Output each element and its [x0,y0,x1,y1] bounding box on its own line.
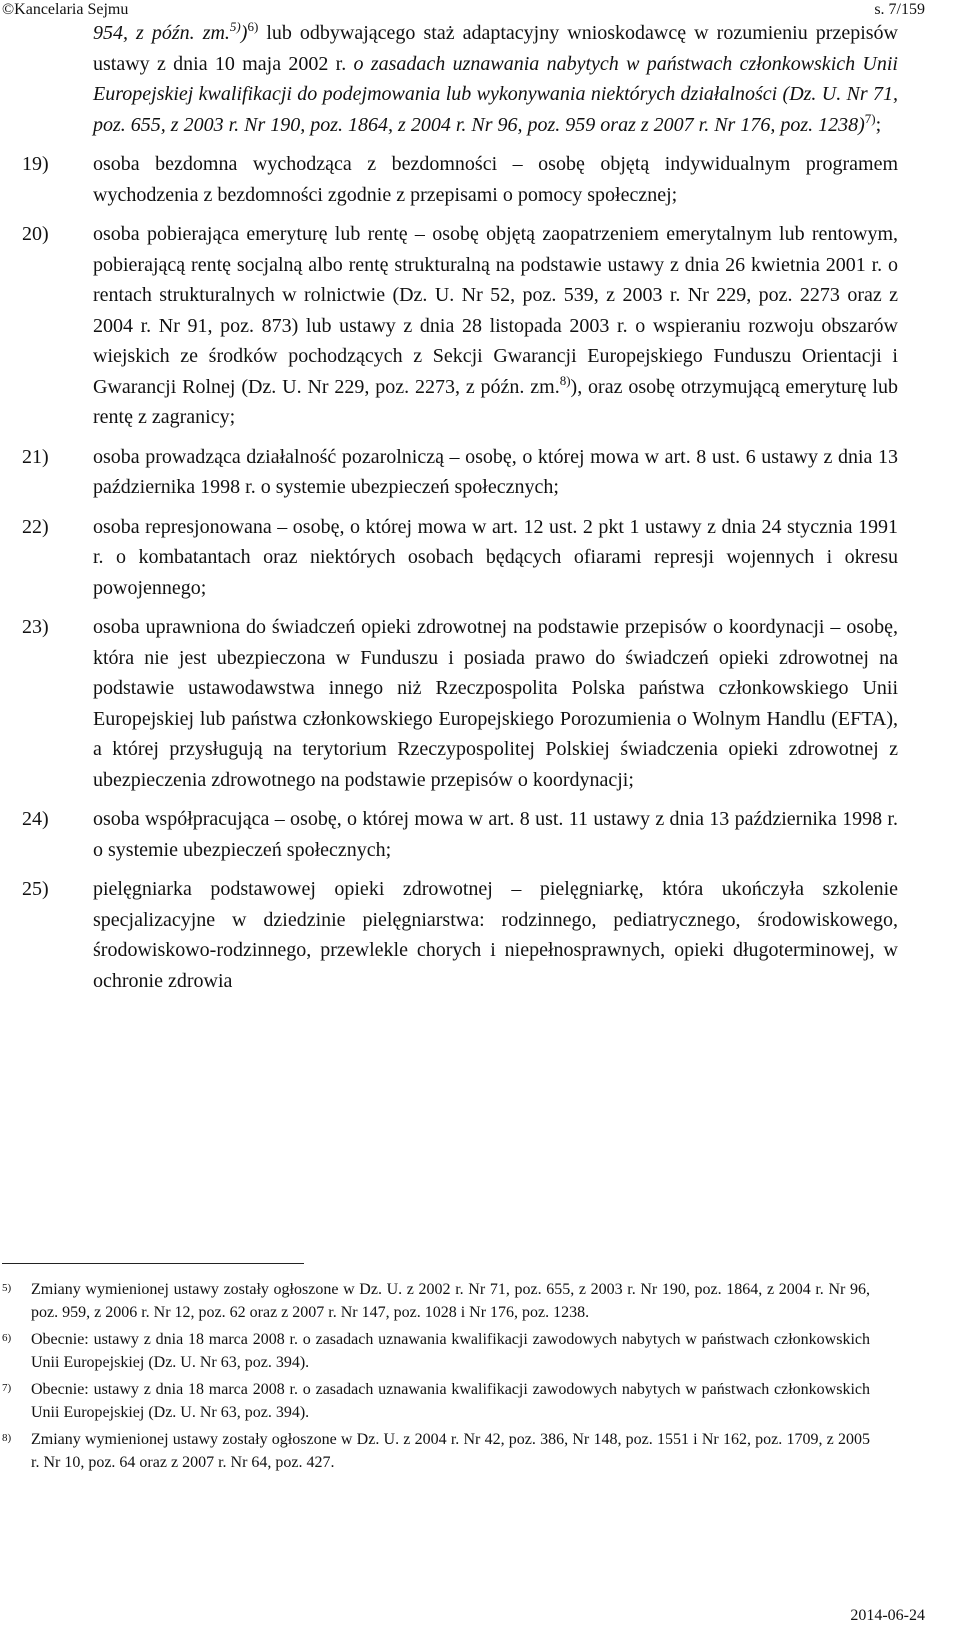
item-text: osoba represjonowana – osobę, o której mowa w art. 12 ust. 2 pkt 1 ustawy z dnia 24 stycznia 1991 r. o kombatantach oraz niektórych osobach będących ofiarami represji wojennych i okresu powojennego; [93,515,898,599]
footnote-text: Obecnie: ustawy z dnia 18 marca 2008 r. o zasadach uznawania kwalifikacji zawodowych nabytych w państwach członkowskich Unii Europejskiej (Dz. U. Nr 63, poz. 394). [31,1331,870,1371]
item-number: 21) [22,445,49,468]
continuation-text-c: lub odbywającego staż adaptacyjny wnioskodawcę w rozumieniu przepisów ustawy z dnia 10 maja 2002 r. [93,22,898,75]
header-publisher: ©Kancelaria Sejmu [2,1,129,18]
footnote-mark: 5) [2,1282,12,1294]
footnote-mark: 8) [2,1432,12,1444]
continuation-text-b: ) [240,22,248,44]
item-number: 20) [22,223,49,245]
footnote-ref-8[interactable]: 8) [559,372,571,388]
continuation-text-e: ; [875,113,882,136]
list-item [22,612,898,795]
footer-date: 2014-06-24 [850,1607,925,1624]
footnote [2,1379,870,1424]
footnote-text: Zmiany wymienionej ustawy zostały ogłoszone w Dz. U. z 2004 r. Nr 42, poz. 386, Nr 148, poz. 1551 i Nr 162, poz. 1709, z 2005 r. Nr 10, poz. 64 oraz z 2007 r. Nr 64, poz. 427. [31,1431,870,1471]
list-item [22,874,898,996]
continuation-paragraph [93,18,898,140]
item-text: osoba prowadząca działalność pozarolniczą – osobę, o której mowa w art. 8 ust. 6 ustawy z dnia 13 października 1998 r. o systemie ubezpieczeń społecznych; [93,445,898,498]
footnote-text: Obecnie: ustawy z dnia 18 marca 2008 r. o zasadach uznawania kwalifikacji zawodowych nabytych w państwach członkowskich Unii Europejskiej (Dz. U. Nr 63, poz. 394). [31,1381,870,1421]
footnote [2,1279,870,1324]
footnotes-section [2,1279,870,1479]
list-item [22,219,898,433]
footnote [2,1429,870,1474]
item-text: osoba współpracująca – osobę, o której mowa w art. 8 ust. 11 ustawy z dnia 13 października 1998 r. o systemie ubezpieczeń społecznych; [93,808,898,861]
item-text: pielęgniarka podstawowej opieki zdrowotnej – pielęgniarkę, która ukończyła szkolenie specjalizacyjne w dziedzinie pielęgniarstwa: rodzinnego, pediatrycznego, środowiskowego, środowiskowo-rodzinnego, przewlekle chorych i niepełnosprawnych, opieki długoterminowej, w ochronie zdrowia [93,878,898,992]
list-item [22,149,898,210]
list-item [22,512,898,604]
footnote-divider [2,1263,304,1264]
item-text-part-b: ), oraz osobę otrzymującą emeryturę lub rentę z zagranicy; [93,375,898,428]
list-item [22,804,898,865]
continuation-text-a: 954, z późn. zm. [93,22,230,44]
footnote-mark: 7) [2,1382,12,1394]
item-number: 22) [22,515,49,538]
item-number: 24) [22,808,49,830]
item-text [93,219,898,433]
item-text: osoba bezdomna wychodząca z bezdomności – osobę objętą indywidualnym programem wychodzenia z bezdomności zgodnie z przepisami o pomocy społecznej; [93,153,898,206]
page-number: s. 7/159 [874,1,925,18]
list-item [22,442,898,503]
item-number: 19) [22,153,49,175]
item-number: 25) [22,878,49,900]
footnote-ref-7[interactable]: 7) [864,110,876,126]
footnote [2,1329,870,1374]
item-text: osoba uprawniona do świadczeń opieki zdrowotnej na podstawie przepisów o koordynacji – osobę, która nie jest ubezpieczona w Funduszu i posiada prawo do świadczeń opieki zdrowotnej na podstawie ustawodawstwa innego niż Rzeczpospolita Polska państwa członkowskiego Unii Europejskiej lub państwa członkowskiego Europejskiego Porozumienia o Wolnym Handlu (EFTA), a której przysługują na terytorium Rzeczypospolitej Polskiej świadczenia opieki zdrowotnej z ubezpieczenia zdrowotnego na podstawie przepisów o koordynacji; [93,616,898,791]
document-body [22,18,898,996]
footnote-text: Zmiany wymienionej ustawy zostały ogłoszone w Dz. U. z 2002 r. Nr 71, poz. 655, z 2003 r. Nr 190, poz. 1864, z 2004 r. Nr 96, poz. 959, z 2006 r. Nr 12, poz. 62 oraz z 2007 r. Nr 147, poz. 1028 i Nr 176, poz. 1238. [31,1281,870,1321]
footnote-ref-5[interactable]: 5) [229,19,241,34]
footnote-ref-6[interactable]: 6) [247,19,259,34]
item-text-part-a: osoba pobierająca emeryturę lub rentę – osobę objętą zaopatrzeniem emerytalnym lub rentowym, pobierającą rentę socjalną albo rentę strukturalną na podstawie ustawy z dnia 26 kwietnia 2001 r. o rentach strukturalnych w rolnictwie (Dz. U. Nr 52, poz. 539, z 2003 r. Nr 229, poz. 2273 oraz z 2004 r. Nr 91, poz. 873) lub ustawy z dnia 28 listopada 2003 r. o wspieraniu rozwoju obszarów wiejskich ze środków pochodzących z Sekcji Gwarancji Europejskiego Funduszu Orientacji i Gwarancji Rolnej (Dz. U. Nr 229, poz. 2273, z późn. zm. [93,223,898,398]
continuation-text-d: o zasadach uznawania nabytych w państwach członkowskich Unii Europejskiej kwalifikacji do podejmowania lub wykonywania niektórych działalności (Dz. U. Nr 71, poz. 655, z 2003 r. Nr 190, poz. 1864, z 2004 r. Nr 96, poz. 959 oraz z 2007 r. Nr 176, poz. 1238) [93,52,898,136]
footnote-mark: 6) [2,1332,12,1344]
item-number: 23) [22,616,49,638]
